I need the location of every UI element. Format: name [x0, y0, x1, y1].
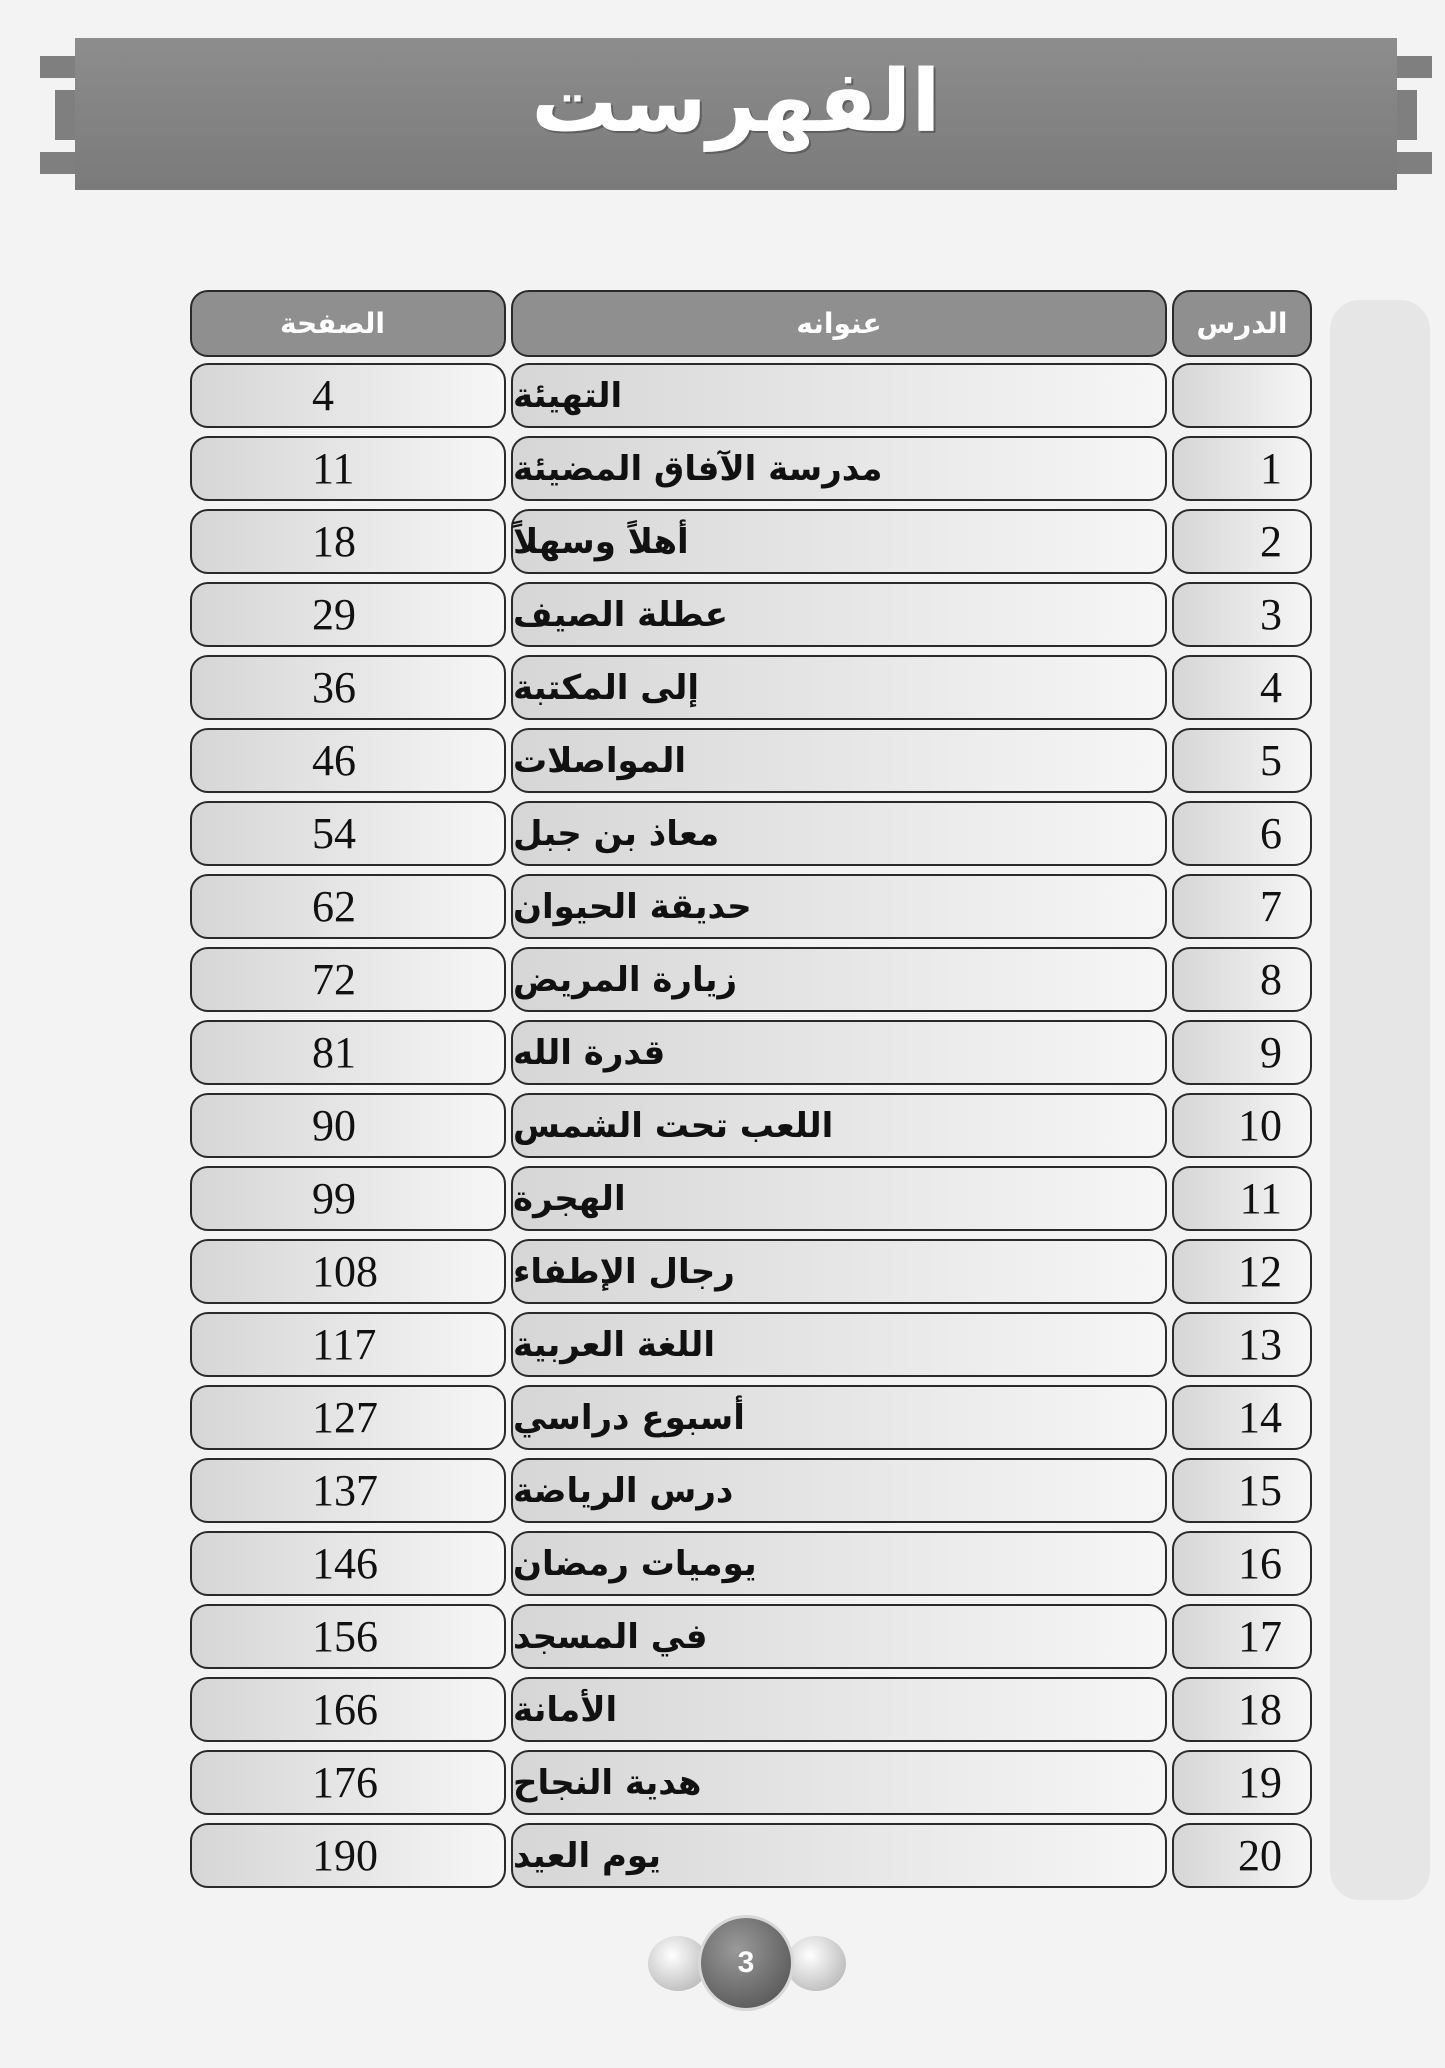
- page-cell: 156: [190, 1604, 506, 1669]
- lesson-number-cell: 5: [1172, 728, 1312, 793]
- decorative-bubble: [648, 1936, 708, 1991]
- lesson-title-cell: حديقة الحيوان: [511, 874, 1167, 939]
- lesson-number-cell: 3: [1172, 582, 1312, 647]
- lesson-title-cell: يوم العيد: [511, 1823, 1167, 1888]
- table-row: [190, 1823, 1312, 1890]
- header-lesson: الدرس: [1172, 290, 1312, 357]
- lesson-title-cell: درس الرياضة: [511, 1458, 1167, 1523]
- lesson-title-cell: أهلاً وسهلاً: [511, 509, 1167, 574]
- banner-ornament-left: [40, 152, 75, 174]
- page-cell: 54: [190, 801, 506, 866]
- title-banner: [75, 38, 1397, 190]
- lesson-number-cell: 12: [1172, 1239, 1312, 1304]
- decorative-bubble: [786, 1936, 846, 1991]
- page-cell: 46: [190, 728, 506, 793]
- banner-ornament-right: [1397, 152, 1432, 174]
- page-cell: 176: [190, 1750, 506, 1815]
- lesson-number-cell: 7: [1172, 874, 1312, 939]
- page-cell: 90: [190, 1093, 506, 1158]
- table-header: [190, 290, 1312, 357]
- lesson-number-cell: 15: [1172, 1458, 1312, 1523]
- page-cell: 18: [190, 509, 506, 574]
- table-row: [190, 1750, 1312, 1817]
- page-cell: 166: [190, 1677, 506, 1742]
- table-row: [190, 1166, 1312, 1233]
- lesson-number-cell: 17: [1172, 1604, 1312, 1669]
- lesson-title-cell: الأمانة: [511, 1677, 1167, 1742]
- lesson-title-cell: مدرسة الآفاق المضيئة: [511, 436, 1167, 501]
- table-row: [190, 1385, 1312, 1452]
- header-page: الصفحة: [190, 290, 506, 357]
- page-cell: 127: [190, 1385, 506, 1450]
- banner-ornament-left: [55, 90, 75, 140]
- table-row: [190, 874, 1312, 941]
- lesson-number-cell: 10: [1172, 1093, 1312, 1158]
- page-cell: 4: [190, 363, 506, 428]
- page-cell: 137: [190, 1458, 506, 1523]
- lesson-number-cell: 18: [1172, 1677, 1312, 1742]
- table-row: [190, 509, 1312, 576]
- background-print-through: [1330, 300, 1430, 1900]
- table-row: [190, 1677, 1312, 1744]
- page-cell: 11: [190, 436, 506, 501]
- lesson-title-cell: زيارة المريض: [511, 947, 1167, 1012]
- lesson-number-cell: 16: [1172, 1531, 1312, 1596]
- page-cell: 108: [190, 1239, 506, 1304]
- lesson-title-cell: إلى المكتبة: [511, 655, 1167, 720]
- lesson-title-cell: اللغة العربية: [511, 1312, 1167, 1377]
- table-row: [190, 1312, 1312, 1379]
- lesson-title-cell: في المسجد: [511, 1604, 1167, 1669]
- lesson-number-cell: 19: [1172, 1750, 1312, 1815]
- table-row: [190, 728, 1312, 795]
- table-row: [190, 947, 1312, 1014]
- page-number: 3: [701, 1918, 791, 2008]
- banner-ornament-left: [40, 56, 75, 78]
- table-row: [190, 1093, 1312, 1160]
- lesson-title-cell: أسبوع دراسي: [511, 1385, 1167, 1450]
- lesson-number-cell: 2: [1172, 509, 1312, 574]
- lesson-title-cell: هدية النجاح: [511, 1750, 1167, 1815]
- page-cell: 62: [190, 874, 506, 939]
- lesson-title-cell: المواصلات: [511, 728, 1167, 793]
- table-row: [190, 801, 1312, 868]
- lesson-number-cell: 9: [1172, 1020, 1312, 1085]
- page-cell: 117: [190, 1312, 506, 1377]
- lesson-number-cell: 11: [1172, 1166, 1312, 1231]
- banner-ornament-right: [1397, 90, 1417, 140]
- lesson-number-cell: 14: [1172, 1385, 1312, 1450]
- table-row: [190, 1020, 1312, 1087]
- lesson-title-cell: رجال الإطفاء: [511, 1239, 1167, 1304]
- table-row: [190, 1458, 1312, 1525]
- table-row: [190, 363, 1312, 430]
- page-cell: 29: [190, 582, 506, 647]
- lesson-title-cell: يوميات رمضان: [511, 1531, 1167, 1596]
- lesson-number-cell: 4: [1172, 655, 1312, 720]
- lesson-title-cell: التهيئة: [511, 363, 1167, 428]
- lesson-number-cell: 1: [1172, 436, 1312, 501]
- header-title: عنوانه: [511, 290, 1167, 357]
- lesson-title-cell: معاذ بن جبل: [511, 801, 1167, 866]
- table-row: [190, 655, 1312, 722]
- page-cell: 99: [190, 1166, 506, 1231]
- page-cell: 146: [190, 1531, 506, 1596]
- page-number-badge: [648, 1918, 848, 2008]
- lesson-title-cell: اللعب تحت الشمس: [511, 1093, 1167, 1158]
- table-row: [190, 436, 1312, 503]
- banner-ornament-right: [1397, 56, 1432, 78]
- lesson-number-cell: 6: [1172, 801, 1312, 866]
- page-cell: 81: [190, 1020, 506, 1085]
- lesson-title-cell: قدرة الله: [511, 1020, 1167, 1085]
- page-cell: 190: [190, 1823, 506, 1888]
- table-row: [190, 582, 1312, 649]
- lesson-number-cell: 8: [1172, 947, 1312, 1012]
- page-title: الفهرست: [531, 52, 941, 152]
- lesson-title-cell: الهجرة: [511, 1166, 1167, 1231]
- table-row: [190, 1531, 1312, 1598]
- lesson-number-cell: [1172, 363, 1312, 428]
- lesson-number-cell: 13: [1172, 1312, 1312, 1377]
- table-row: [190, 1604, 1312, 1671]
- page-cell: 36: [190, 655, 506, 720]
- lesson-title-cell: عطلة الصيف: [511, 582, 1167, 647]
- lesson-number-cell: 20: [1172, 1823, 1312, 1888]
- page-cell: 72: [190, 947, 506, 1012]
- table-row: [190, 1239, 1312, 1306]
